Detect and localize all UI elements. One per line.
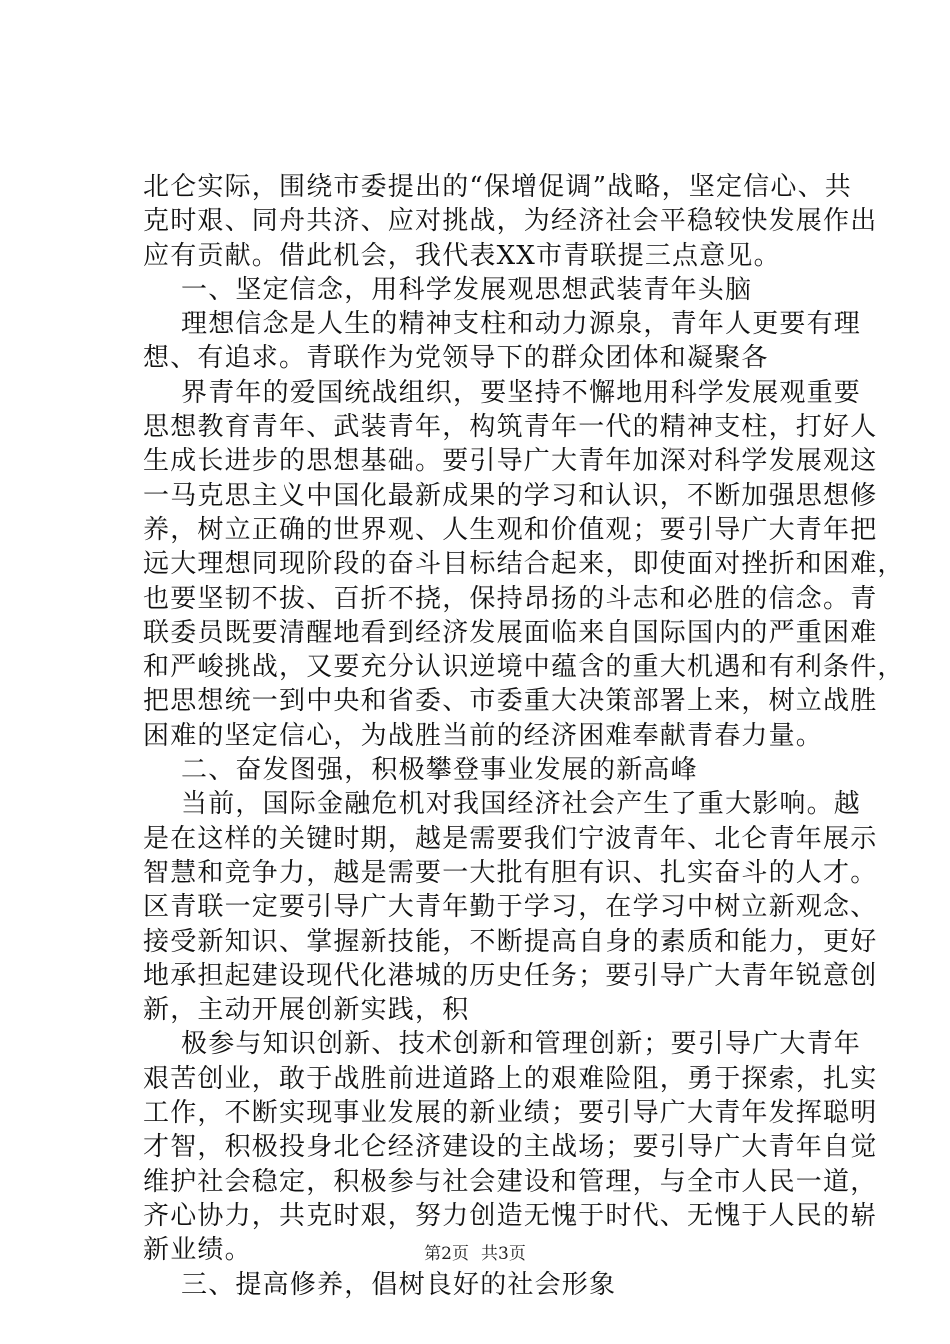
text-line: 困难的坚定信心，为战胜当前的经济困难奉献青春力量。 [143, 720, 824, 751]
text-line: 也要坚韧不拔、百折不挠，保持昂扬的斗志和必胜的信念。青 [143, 583, 878, 614]
text-line: 和严峻挑战，又要充分认识逆境中蕴含的重大机遇和有利条件， [143, 652, 905, 683]
page-footer [0, 1244, 950, 1264]
text-line: 智慧和竞争力，越是需要一大批有胆有识、扎实奋斗的人才。 [143, 857, 878, 888]
text-line: 工作，不断实现事业发展的新业绩；要引导广大青年发挥聪明 [143, 1098, 878, 1129]
page-number: 第2页 [424, 1244, 469, 1264]
text-line: 三、提高修养，倡树良好的社会形象 [181, 1269, 617, 1300]
text-line: 克时艰、同舟共济、应对挑战，为经济社会平稳较快发展作出 [143, 206, 878, 237]
text-line: 界青年的爱国统战组织，要坚持不懈地用科学发展观重要 [181, 377, 862, 408]
text-line: 一、坚定信念，用科学发展观思想武装青年头脑 [181, 274, 753, 305]
text-line: 区青联一定要引导广大青年勤于学习，在学习中树立新观念、 [143, 892, 878, 923]
text-line: 极参与知识创新、技术创新和管理创新；要引导广大青年 [181, 1029, 862, 1060]
text-line: 应有贡献。借此机会，我代表XX市青联提三点意见。 [143, 240, 781, 271]
text-line: 才智，积极投身北仑经济建设的主战场；要引导广大青年自觉 [143, 1132, 878, 1163]
text-line: 维护社会稳定，积极参与社会建设和管理，与全市人民一道， [143, 1166, 878, 1197]
text-line: 二、奋发图强，积极攀登事业发展的新高峰 [181, 755, 698, 786]
text-line: 当前，国际金融危机对我国经济社会产生了重大影响。越 [181, 789, 862, 820]
text-line: 生成长进步的思想基础。要引导广大青年加深对科学发展观这 [143, 446, 878, 477]
text-line: 地承担起建设现代化港城的历史任务；要引导广大青年锐意创 [143, 960, 878, 991]
text-line: 北仑实际，围绕市委提出的“保增促调”战略，坚定信心、共 [143, 172, 852, 202]
text-line: 想、有追求。青联作为党领导下的群众团体和凝聚各 [143, 343, 769, 374]
page-total: 共3页 [481, 1244, 526, 1264]
text-line: 新业绩。 [143, 1235, 252, 1266]
text-line: 联委员既要清醒地看到经济发展面临来自国际国内的严重困难 [143, 617, 878, 648]
text-line: 理想信念是人生的精神支柱和动力源泉，青年人更要有理 [181, 309, 862, 340]
text-line: 接受新知识、掌握新技能，不断提高自身的素质和能力，更好 [143, 926, 878, 957]
text-line: 远大理想同现阶段的奋斗目标结合起来，即使面对挫折和困难， [143, 549, 905, 580]
text-line: 是在这样的关键时期，越是需要我们宁波青年、北仑青年展示 [143, 823, 878, 854]
document-body [143, 170, 905, 1302]
text-line: 把思想统一到中央和省委、市委重大决策部署上来，树立战胜 [143, 686, 878, 717]
text-line: 思想教育青年、武装青年，构筑青年一代的精神支柱，打好人 [143, 412, 878, 443]
text-line: 新，主动开展创新实践，积 [143, 995, 470, 1026]
text-line: 一马克思主义中国化最新成果的学习和认识，不断加强思想修 [143, 480, 878, 511]
text-line: 养，树立正确的世界观、人生观和价值观；要引导广大青年把 [143, 514, 878, 545]
text-line: 齐心协力，共克时艰，努力创造无愧于时代、无愧于人民的崭 [143, 1200, 878, 1231]
text-line: 艰苦创业，敢于战胜前进道路上的艰难险阻，勇于探索，扎实 [143, 1063, 878, 1094]
